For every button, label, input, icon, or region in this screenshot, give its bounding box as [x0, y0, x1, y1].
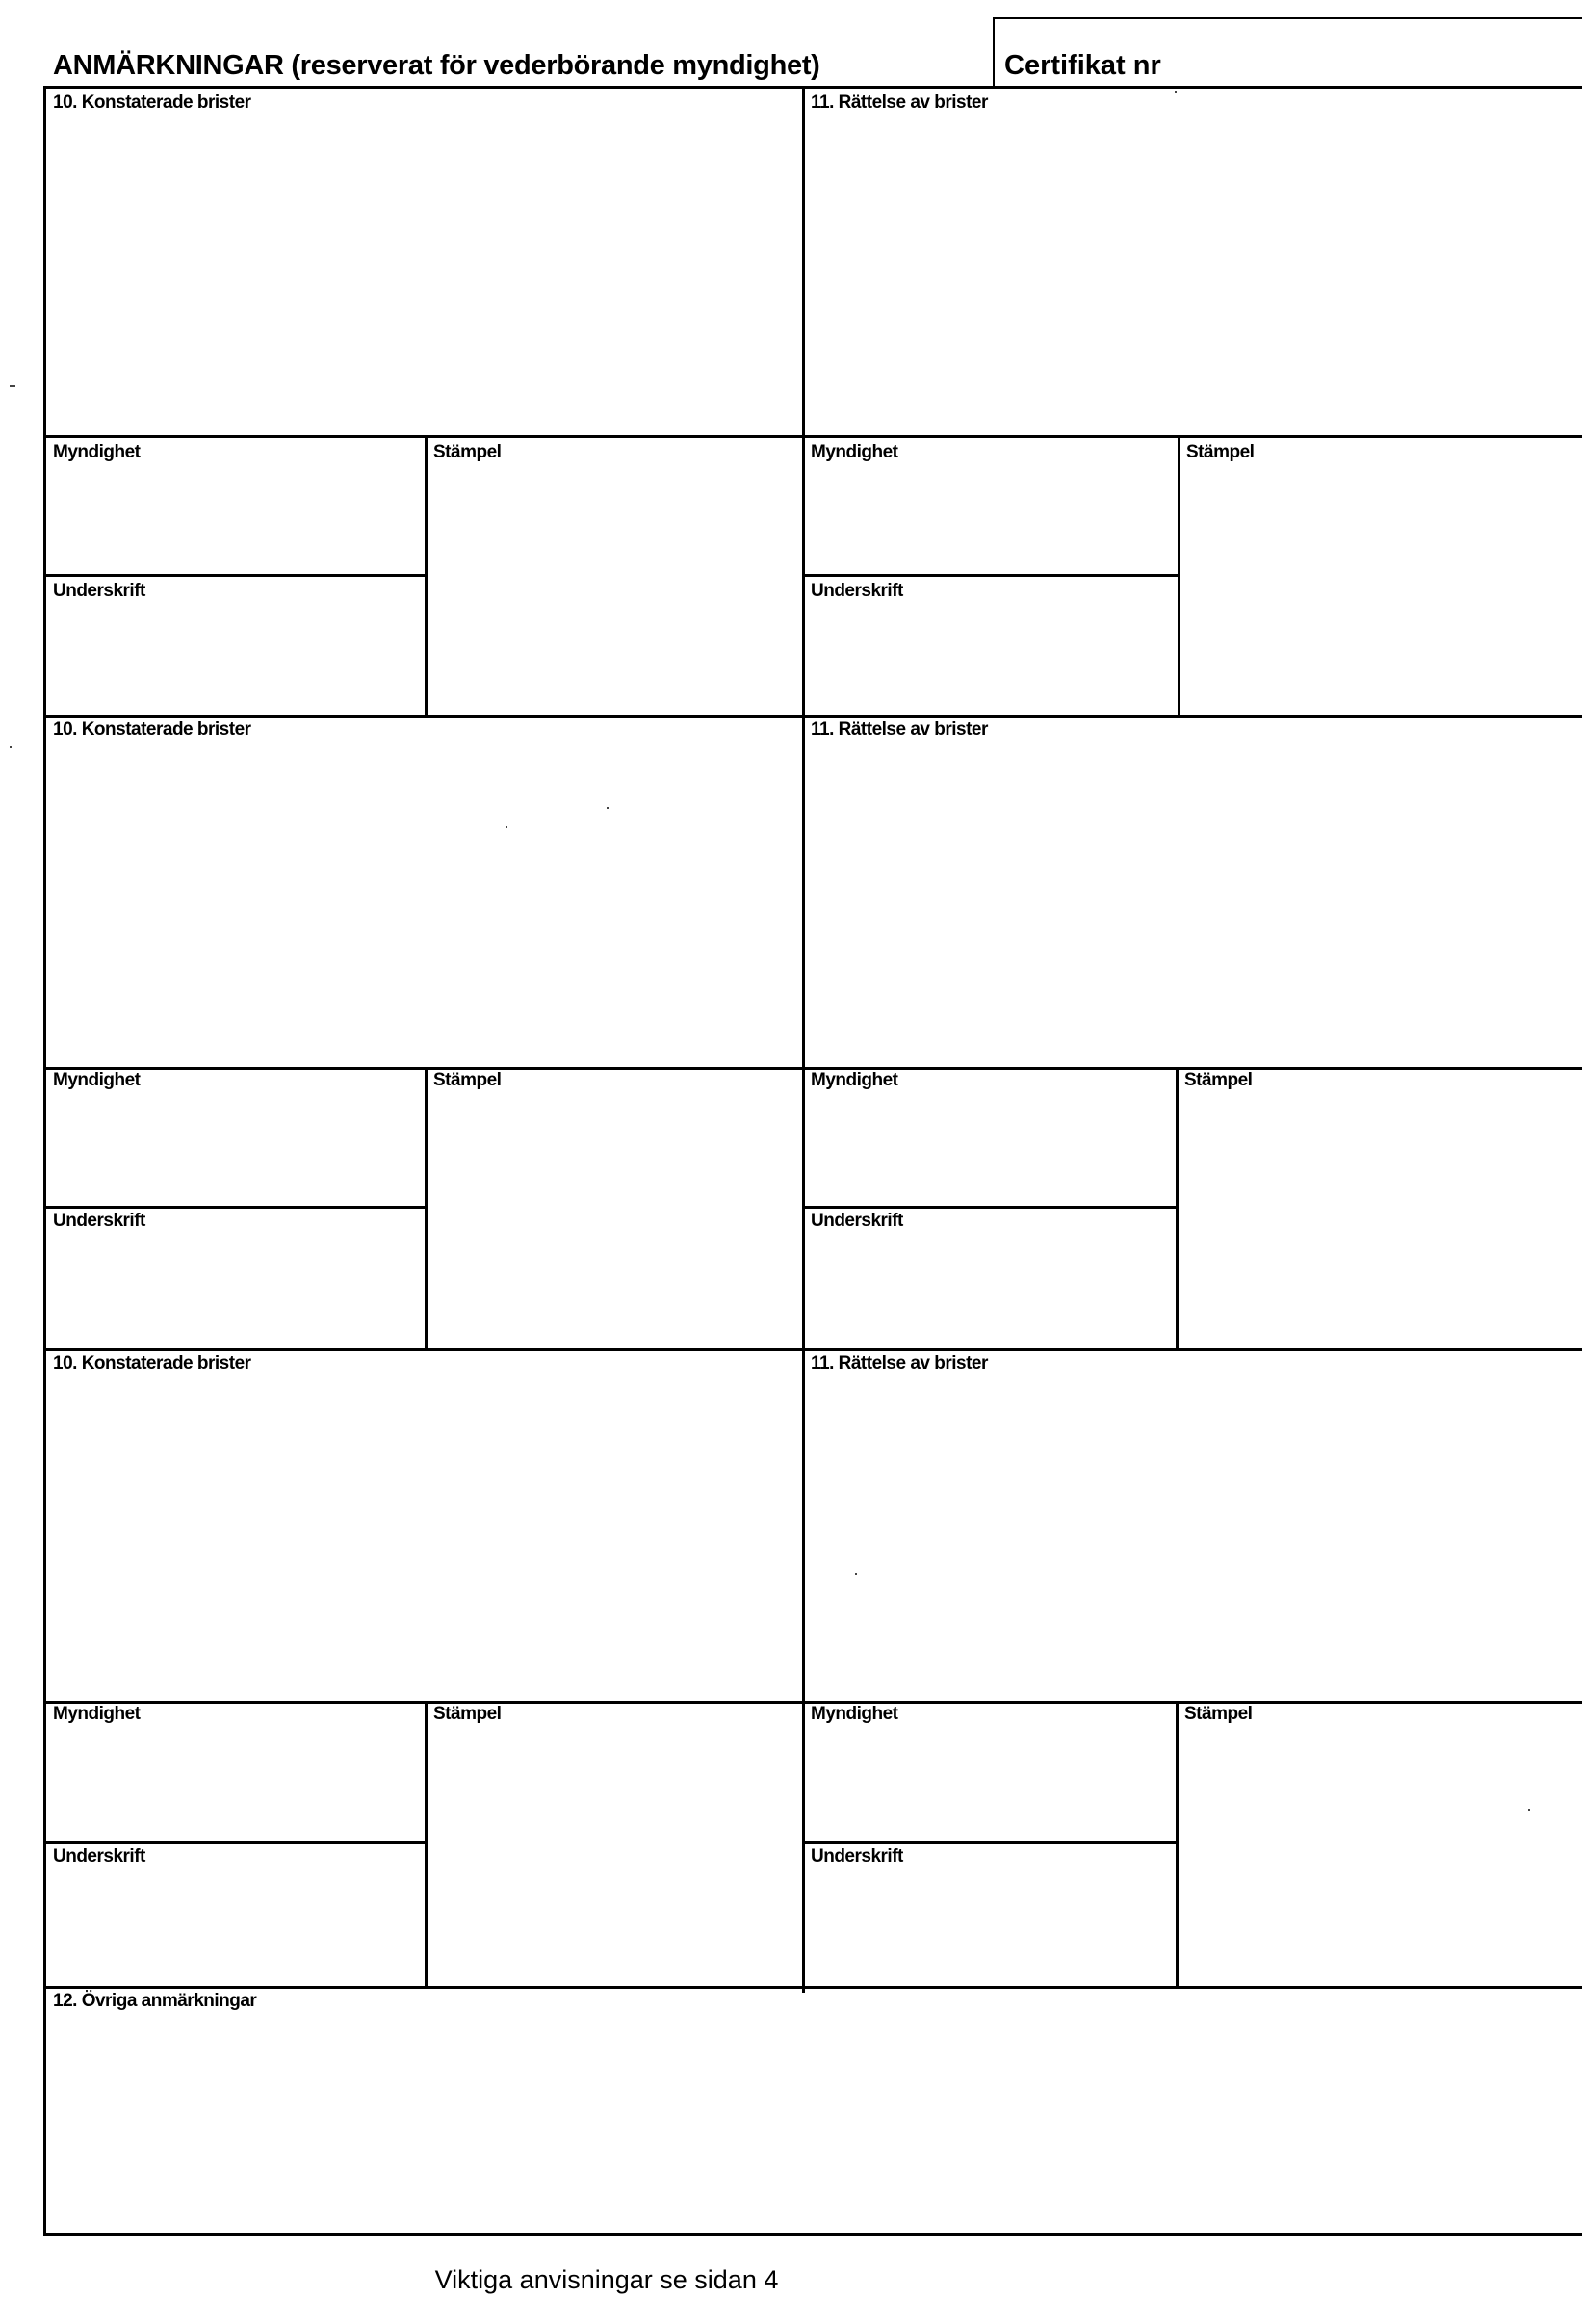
correction-field[interactable] — [809, 744, 1579, 1061]
signature-divider-right — [802, 574, 1180, 577]
form-title: ANMÄRKNINGAR (reserverat för vederbörande myndighet) — [53, 50, 820, 81]
right-signature-field[interactable] — [807, 1868, 1173, 1980]
signature-divider-left — [43, 1206, 427, 1209]
right-signature-label: Underskrift — [811, 1846, 903, 1867]
certificate-box-left — [993, 17, 995, 88]
left-authority-label: Myndighet — [53, 1704, 141, 1724]
right-stamp-field[interactable] — [1182, 464, 1579, 711]
scan-speck — [1175, 91, 1177, 93]
signature-divider-left — [43, 574, 427, 577]
scan-speck — [607, 807, 609, 809]
right-authority-label: Myndighet — [811, 1704, 898, 1724]
left-stamp-label: Stämpel — [433, 1070, 502, 1090]
left-authority-field[interactable] — [48, 1726, 422, 1838]
left-authority-field[interactable] — [48, 464, 422, 570]
scan-speck — [855, 1573, 857, 1575]
other-remarks-label: 12. Övriga anmärkningar — [53, 1991, 257, 2011]
right-signature-field[interactable] — [807, 1233, 1173, 1343]
right-stamp-label: Stämpel — [1184, 1070, 1253, 1090]
scan-speck — [1528, 1809, 1530, 1811]
deficiencies-field[interactable] — [48, 1377, 799, 1695]
deficiencies-label: 10. Konstaterade brister — [53, 719, 251, 740]
scan-speck — [506, 826, 507, 828]
block-divider — [43, 715, 1582, 718]
left-signature-label: Underskrift — [53, 1211, 145, 1231]
right-authority-field[interactable] — [807, 464, 1175, 570]
certificate-number-label: Certifikat nr — [1004, 50, 1161, 81]
scan-speck — [10, 746, 12, 748]
scan-speck — [10, 385, 15, 387]
right-authority-label: Myndighet — [811, 442, 898, 462]
block-divider — [43, 435, 1582, 438]
left-signature-field[interactable] — [48, 1233, 422, 1343]
deficiencies-field[interactable] — [48, 744, 799, 1061]
right-stamp-field[interactable] — [1180, 1092, 1579, 1345]
left-stamp-field[interactable] — [429, 1092, 799, 1345]
correction-label: 11. Rättelse av brister — [811, 1353, 988, 1373]
right-authority-label: Myndighet — [811, 1070, 898, 1090]
right-signature-label: Underskrift — [811, 1211, 903, 1231]
left-signature-field[interactable] — [48, 603, 422, 709]
footer-note: Viktiga anvisningar se sidan 4 — [434, 2265, 779, 2294]
left-signature-label: Underskrift — [53, 1846, 145, 1867]
correction-field[interactable] — [809, 1377, 1579, 1695]
right-authority-field[interactable] — [807, 1092, 1173, 1202]
certificate-box-top — [993, 17, 1582, 19]
right-authority-field[interactable] — [807, 1726, 1173, 1838]
remarks-divider — [43, 1986, 1582, 1989]
left-stamp-label: Stämpel — [433, 442, 502, 462]
center-divider — [802, 86, 805, 1993]
deficiencies-label: 10. Konstaterade brister — [53, 1353, 251, 1373]
right-stamp-field[interactable] — [1180, 1726, 1579, 1982]
form-bottom-border — [43, 2233, 1582, 2236]
right-signature-field[interactable] — [807, 603, 1175, 709]
left-stamp-field[interactable] — [429, 1726, 799, 1982]
signature-divider-right — [802, 1206, 1178, 1209]
right-stamp-label: Stämpel — [1186, 442, 1255, 462]
left-authority-label: Myndighet — [53, 1070, 141, 1090]
form-top-border — [43, 86, 1582, 89]
left-stamp-label: Stämpel — [433, 1704, 502, 1724]
deficiencies-field[interactable] — [48, 116, 799, 433]
block-divider — [43, 1348, 1582, 1351]
right-stamp-label: Stämpel — [1184, 1704, 1253, 1724]
left-authority-field[interactable] — [48, 1092, 422, 1202]
correction-label: 11. Rättelse av brister — [811, 719, 988, 740]
left-signature-label: Underskrift — [53, 581, 145, 601]
right-signature-label: Underskrift — [811, 581, 903, 601]
correction-field[interactable] — [809, 116, 1579, 433]
signature-divider-right — [802, 1841, 1178, 1844]
signature-divider-left — [43, 1841, 427, 1844]
form-left-border — [43, 86, 46, 2236]
left-signature-field[interactable] — [48, 1868, 422, 1980]
correction-label: 11. Rättelse av brister — [811, 92, 988, 113]
left-authority-label: Myndighet — [53, 442, 141, 462]
other-remarks-field[interactable] — [48, 2015, 1579, 2229]
certificate-number-field[interactable] — [1175, 23, 1579, 85]
left-stamp-field[interactable] — [429, 464, 799, 711]
deficiencies-label: 10. Konstaterade brister — [53, 92, 251, 113]
